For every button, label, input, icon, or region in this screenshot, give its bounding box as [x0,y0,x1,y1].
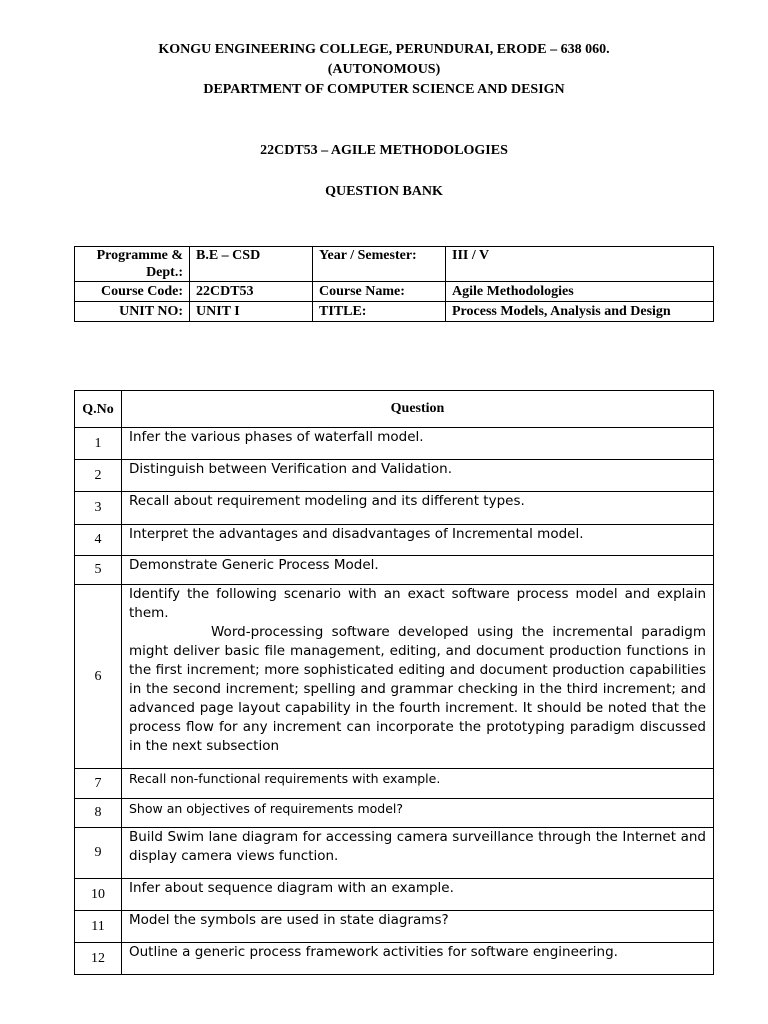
qno-header: Q.No [75,391,122,428]
question-row [75,879,714,911]
question-number: 5 [75,556,122,585]
question-text: Infer about sequence diagram with an example. [122,879,714,911]
question-number: 3 [75,492,122,525]
title-label: TITLE: [313,302,446,322]
question-text: Infer the various phases of waterfall model. [122,428,714,460]
document-header [0,40,768,100]
year-value: III / V [446,247,714,282]
question-number: 2 [75,460,122,492]
question-row [75,828,714,879]
question-row [75,460,714,492]
question-row [75,585,714,769]
course-name-label: Course Name: [313,282,446,302]
course-code-value: 22CDT53 [190,282,313,302]
title-value: Process Models, Analysis and Design [446,302,714,322]
question-text: Outline a generic process framework activities for software engineering. [122,943,714,975]
question-number: 11 [75,911,122,943]
question-number: 4 [75,525,122,556]
programme-value: B.E – CSD [190,247,313,282]
info-row-course [75,282,714,302]
question-text: Show an objectives of requirements model? [122,799,714,828]
question-text: Recall about requirement modeling and its different types. [122,492,714,525]
question-text: Distinguish between Verification and Validation. [122,460,714,492]
info-row-programme [75,247,714,282]
course-code-label: Course Code: [75,282,190,302]
question-text: Interpret the advantages and disadvantages of Incremental model. [122,525,714,556]
scenario-paragraph: Word-processing software developed using the incremental paradigm might deliver basic file management, editing, and document production functions in the first increment; more sophisticated editing and document production capabilities in the second increment; spelling and grammar checking in the third increment; and advanced page layout capability in the fourth increment. It should be noted that the process flow for any increment can incorporate the prototyping paradigm discussed in the next subsection [129,624,706,754]
autonomous-label: (AUTONOMOUS) [327,62,441,77]
question-row [75,525,714,556]
department-name: DEPARTMENT OF COMPUTER SCIENCE AND DESIGN [203,82,565,97]
question-row [75,943,714,975]
subject-title: 22CDT53 – AGILE METHODOLOGIES [260,143,508,158]
question-number: 10 [75,879,122,911]
college-name: KONGU ENGINEERING COLLEGE, PERUNDURAI, ERODE – 638 060. [158,42,610,57]
question-text: Identify the following scenario with an exact software process model and explain them. [129,586,706,621]
question-text: Model the symbols are used in state diagrams? [122,911,714,943]
course-name-value: Agile Methodologies [446,282,714,302]
unit-value: UNIT I [190,302,313,322]
question-row [75,799,714,828]
question-number: 12 [75,943,122,975]
question-row [75,769,714,799]
info-row-unit [75,302,714,322]
question-number: 1 [75,428,122,460]
course-info-table [74,246,714,322]
question-text-block [122,585,714,769]
question-row [75,428,714,460]
question-number: 7 [75,769,122,799]
question-number: 6 [75,585,122,769]
question-text: Build Swim lane diagram for accessing camera surveillance through the Internet and display camera views function. [122,828,714,879]
programme-label: Programme & Dept.: [75,247,190,282]
question-text: Recall non-functional requirements with example. [122,769,714,799]
year-label: Year / Semester: [313,247,446,282]
document-title: QUESTION BANK [325,184,443,199]
question-number: 9 [75,828,122,879]
question-row [75,556,714,585]
question-table [74,390,714,975]
question-header: Question [122,391,714,428]
question-number: 8 [75,799,122,828]
question-row [75,492,714,525]
question-text: Demonstrate Generic Process Model. [122,556,714,585]
unit-label: UNIT NO: [75,302,190,322]
question-table-header [75,391,714,428]
question-row [75,911,714,943]
